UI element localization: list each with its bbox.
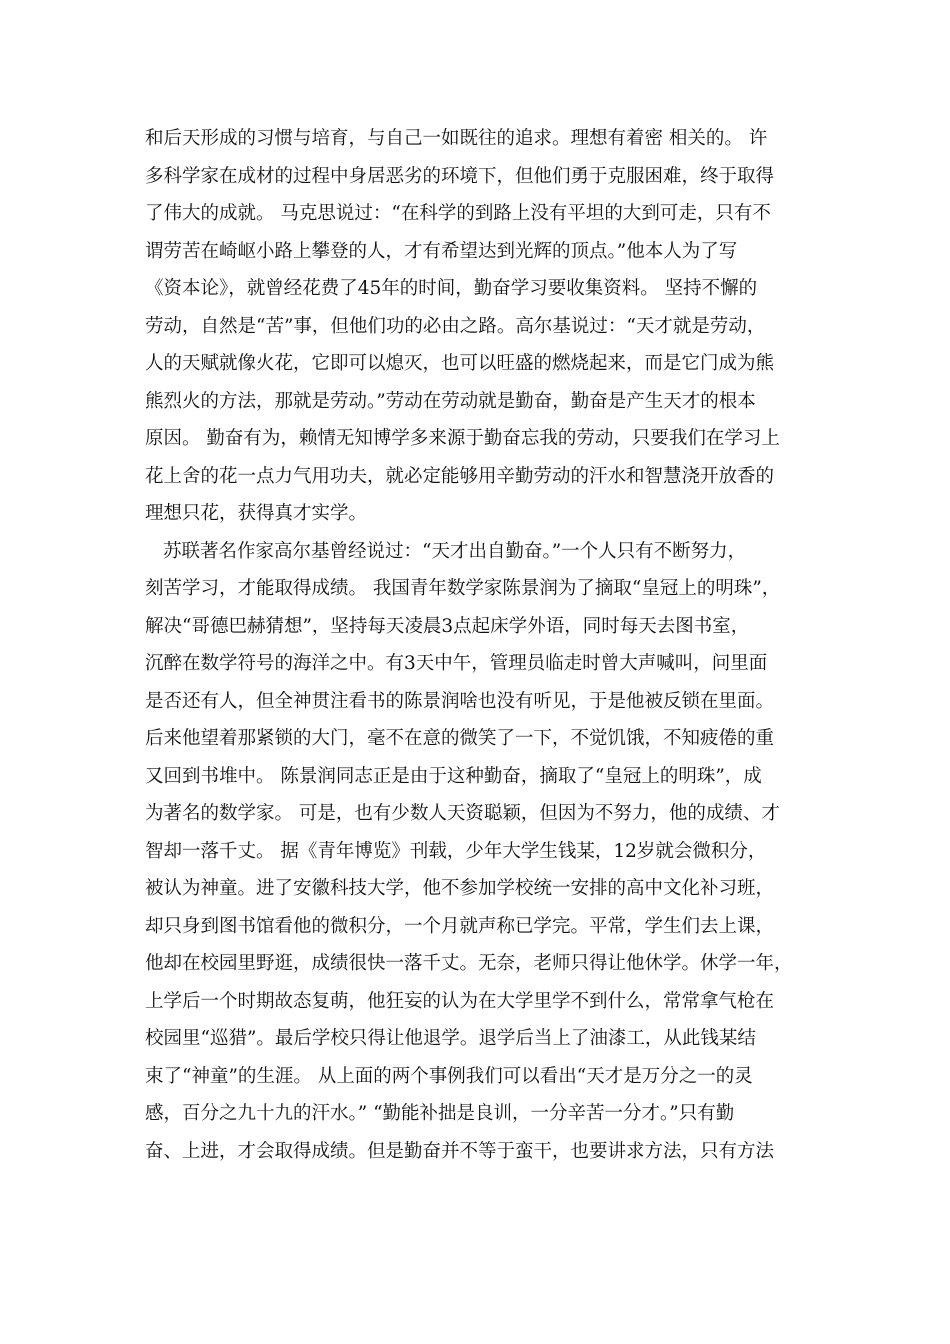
text-line: 是否还有人，但全神贯注看书的陈景润啥也没有听见，于是他被反锁在里面。 — [145, 690, 775, 712]
text-line: 人的天赋就像火花，它即可以熄灭，也可以旺盛的燃烧起来，而是它门成为熊 — [145, 353, 775, 374]
text-line: 又回到书堆中。 陈景润同志正是由于这种勤奋，摘取了“皇冠上的明珠”，成 — [145, 765, 762, 787]
text-line: 后来他望着那紧锁的大门，毫不在意的微笑了一下，不觉饥饿，不知疲倦的重 — [145, 728, 775, 749]
text-line: 校园里“巡猎”。最后学校只得让他退学。退学后当上了油漆工，从此钱某结 — [145, 1028, 756, 1049]
text-line: 了伟大的成就。 马克思说过：“在科学的到路上没有平坦的大到可走，只有不 — [145, 203, 771, 224]
text-line: 劳动，自然是“苦”事，但他们功的必由之路。高尔基说过：“天才就是劳动， — [145, 315, 766, 337]
text-line: 上学后一个时期故态复萌，他狂妄的认为在大学里学不到什么，常常拿气枪在 — [145, 990, 775, 1012]
paragraph-start-line: 苏联著名作家高尔基曾经说过：“天才出自勤奋。”一个人只有不断努力， — [163, 540, 747, 562]
text-line: 智却一落千丈。 据《青年博览》刊载，少年大学生钱某，12岁就会微积分， — [145, 840, 767, 862]
body-text — [145, 120, 815, 1170]
text-line: 和后天形成的习惯与培育，与自己一如既往的追求。理想有着密 相关的。 许 — [145, 128, 768, 149]
text-line: 多科学家在成材的过程中身居恶劣的环境下，但他们勇于克服困难，终于取得 — [145, 165, 775, 187]
text-line: 为著名的数学家。 可是，也有少数人天资聪颖，但因为不努力，他的成绩、才 — [145, 803, 780, 824]
text-line: 《资本论》，就曾经花费了45年的时间，勤奋学习要收集资料。 坚持不懈的 — [145, 278, 758, 299]
text-line: 花上舍的花一点力气用功夫，就必定能够用辛勤劳动的汗水和智慧浇开放香的 — [145, 465, 775, 487]
text-line: 他却在校园里野逛，成绩很快一落千丈。无奈，老师只得让他休学。休学一年， — [145, 953, 793, 974]
text-line: 谓劳苦在崎岖小路上攀登的人，才有希望达到光辉的顶点。”他本人为了写 — [145, 240, 738, 262]
text-line: 熊烈火的方法，那就是劳动。”劳动在劳动就是勤奋，勤奋是产生天才的根本 — [145, 390, 756, 412]
text-line: 被认为神童。进了安徽科技大学，他不参加学校统一安排的高中文化补习班， — [145, 878, 775, 899]
text-line: 理想只花，获得真才实学。 — [145, 503, 368, 524]
text-line: 原因。 勤奋有为，赖情无知博学多来源于勤奋忘我的劳动，只要我们在学习上 — [145, 428, 780, 449]
text-line: 感，百分之九十九的汗水。” “勤能补拙是良训，一分辛苦一分才。”只有勤 — [145, 1103, 735, 1124]
text-line: 奋、上进，才会取得成绩。但是勤奋并不等于蛮干，也要讲求方法，只有方法 — [145, 1140, 775, 1162]
text-line: 束了“神童”的生涯。 从上面的两个事例我们可以看出“天才是万分之一的灵 — [145, 1065, 753, 1087]
text-line: 刻苦学习，才能取得成绩。 我国青年数学家陈景润为了摘取“皇冠上的明珠”， — [145, 578, 781, 599]
text-line: 解决“哥德巴赫猜想”，坚持每天凌晨3点起床学外语，同时每天去图书室， — [145, 615, 750, 637]
text-line: 沉醉在数学符号的海洋之中。有3天中午，管理员临走时曾大声喊叫，问里面 — [145, 653, 768, 674]
text-line: 却只身到图书馆看他的微积分，一个月就声称已学完。平常，学生们去上课， — [145, 915, 775, 937]
